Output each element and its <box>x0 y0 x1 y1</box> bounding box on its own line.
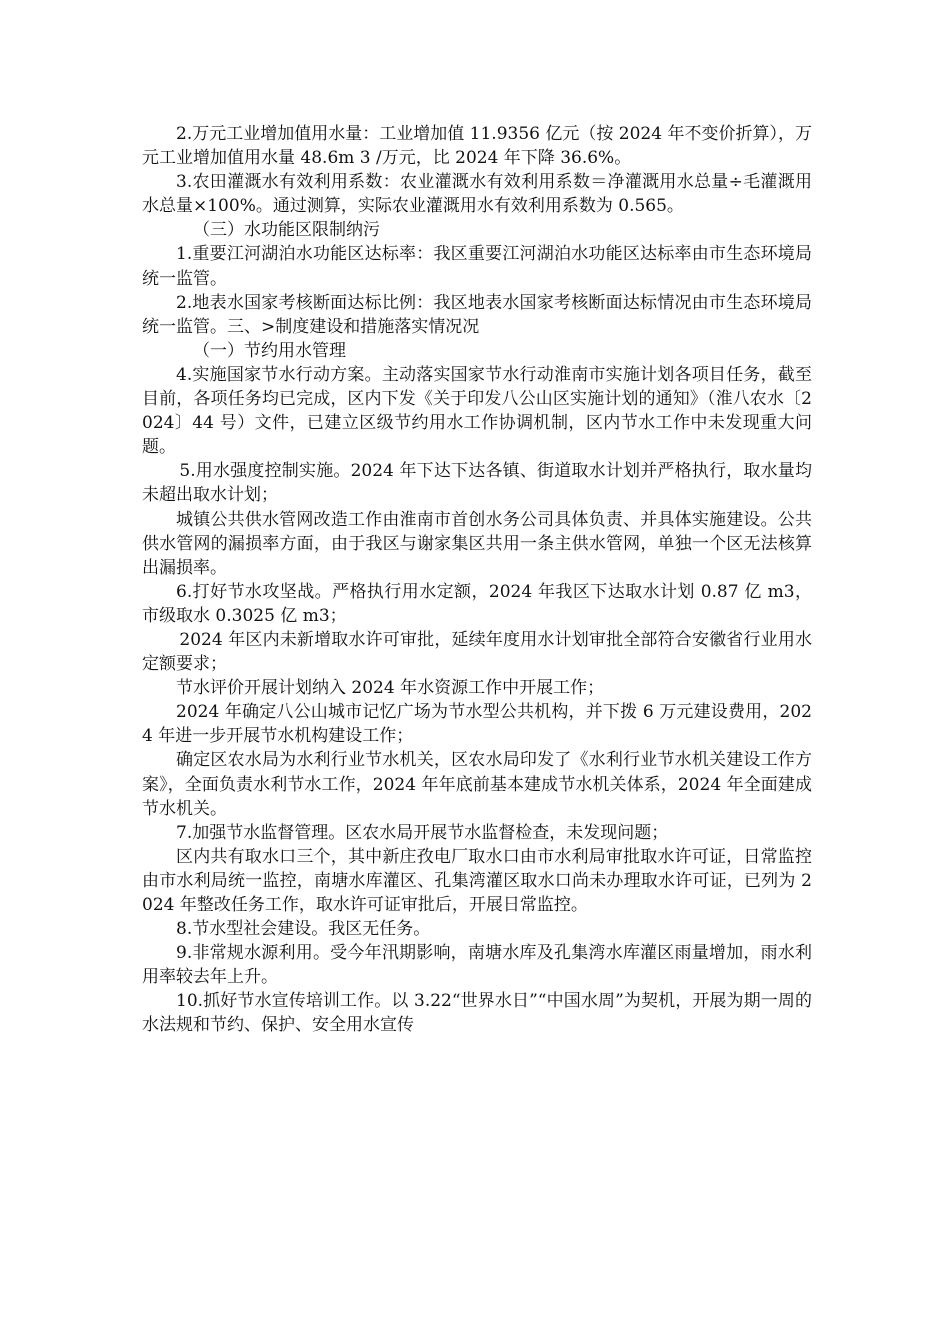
section-heading-water-function-zone: （三）水功能区限制纳污 <box>193 220 380 241</box>
section-heading-water-saving-management: （一）节约用水管理 <box>193 340 346 361</box>
paragraph-water-saving-institution: 2024 年确定八公山城市记忆广场为节水型公共机构，并下拨 6 万元建设费用，2024 年进一步开展节水机构建设工作； <box>142 702 812 747</box>
paragraph-irrigation-coefficient: 3.农田灌溉水有效利用系数：农业灌溉水有效利用系数＝净灌溉用水总量÷毛灌溉用水总量×100%。通过测算，实际农业灌溉用水有效利用系数为 0.565。 <box>142 172 812 217</box>
paragraph-national-water-saving-plan: 4.实施国家节水行动方案。主动落实国家节水行动淮南市实施计划各项目任务，截至目前，各项任务均已完成，区内下发《关于印发八公山区实施计划的通知》（淮八农水〔2024〕44 号）文件，已建立区级节约用水工作协调机制，区内节水工作中未发现重大问题。 <box>142 364 812 458</box>
paragraph-water-saving-publicity: 10.抓好节水宣传培训工作。以 3.22“世界水日”“中国水周”为契机，开展为期一周的水法规和节约、保护、安全用水宣传 <box>142 991 812 1036</box>
paragraph-water-saving-evaluation: 节水评价开展计划纳入 2024 年水资源工作中开展工作； <box>176 678 605 699</box>
paragraph-water-saving-agency: 确定区农水局为水利行业节水机关，区农水局印发了《水利行业节水机关建设工作方案》，全面负责水利节水工作，2024 年年底前基本建成节水机关体系，2024 年全面建成节水机关。 <box>142 750 812 819</box>
paragraph-water-saving-supervision: 7.加强节水监督管理。区农水局开展节水监督检查，未发现问题； <box>176 822 669 843</box>
paragraph-public-water-network: 城镇公共供水管网改造工作由淮南市首创水务公司具体负责、并具体实施建设。公共供水管网的漏损率方面，由于我区与谢家集区共用一条主供水管网，单独一个区无法核算出漏损率。 <box>142 509 812 578</box>
paragraph-water-permit-approval: 2024 年区内未新增取水许可审批，延续年度用水计划审批全部符合安徽省行业用水定额要求； <box>142 629 812 675</box>
paragraph-water-saving-society: 8.节水型社会建设。我区无任务。 <box>176 919 431 940</box>
paragraph-surface-water-assessment: 2.地表水国家考核断面达标比例：我区地表水国家考核断面达标情况由市生态环境局统一监管。三、>制度建设和措施落实情况况 <box>142 292 812 337</box>
paragraph-water-saving-campaign: 6.打好节水攻坚战。严格执行用水定额，2024 年我区下达取水计划 0.87 亿 m3，市级取水 0.3025 亿 m3； <box>142 581 812 626</box>
document-body <box>142 122 812 1038</box>
paragraph-water-function-zone-rate: 1.重要江河湖泊水功能区达标率：我区重要江河湖泊水功能区达标率由市生态环境局统一监管。 <box>142 244 812 289</box>
paragraph-water-intensity-control: 5.用水强度控制实施。2024 年下达下达各镇、街道取水计划并严格执行，取水量均未超出取水计划； <box>142 461 812 506</box>
paragraph-water-intakes: 区内共有取水口三个，其中新庄孜电厂取水口由市水利局审批取水许可证，日常监控由市水利局统一监控，南塘水库灌区、孔集湾灌区取水口尚未办理取水许可证，已列为 2024 年整改任务工作，取水许可证审批后，开展日常监控。 <box>142 846 812 915</box>
paragraph-industrial-water-use: 2.万元工业增加值用水量：工业增加值 11.9356 亿元（按 2024 年不变价折算），万元工业增加值用水量 48.6m 3 /万元，比 2024 年下降 36.6%。 <box>142 124 812 169</box>
paragraph-unconventional-water: 9.非常规水源利用。受今年汛期影响，南塘水库及孔集湾水库灌区雨量增加，雨水利用率较去年上升。 <box>142 943 812 988</box>
